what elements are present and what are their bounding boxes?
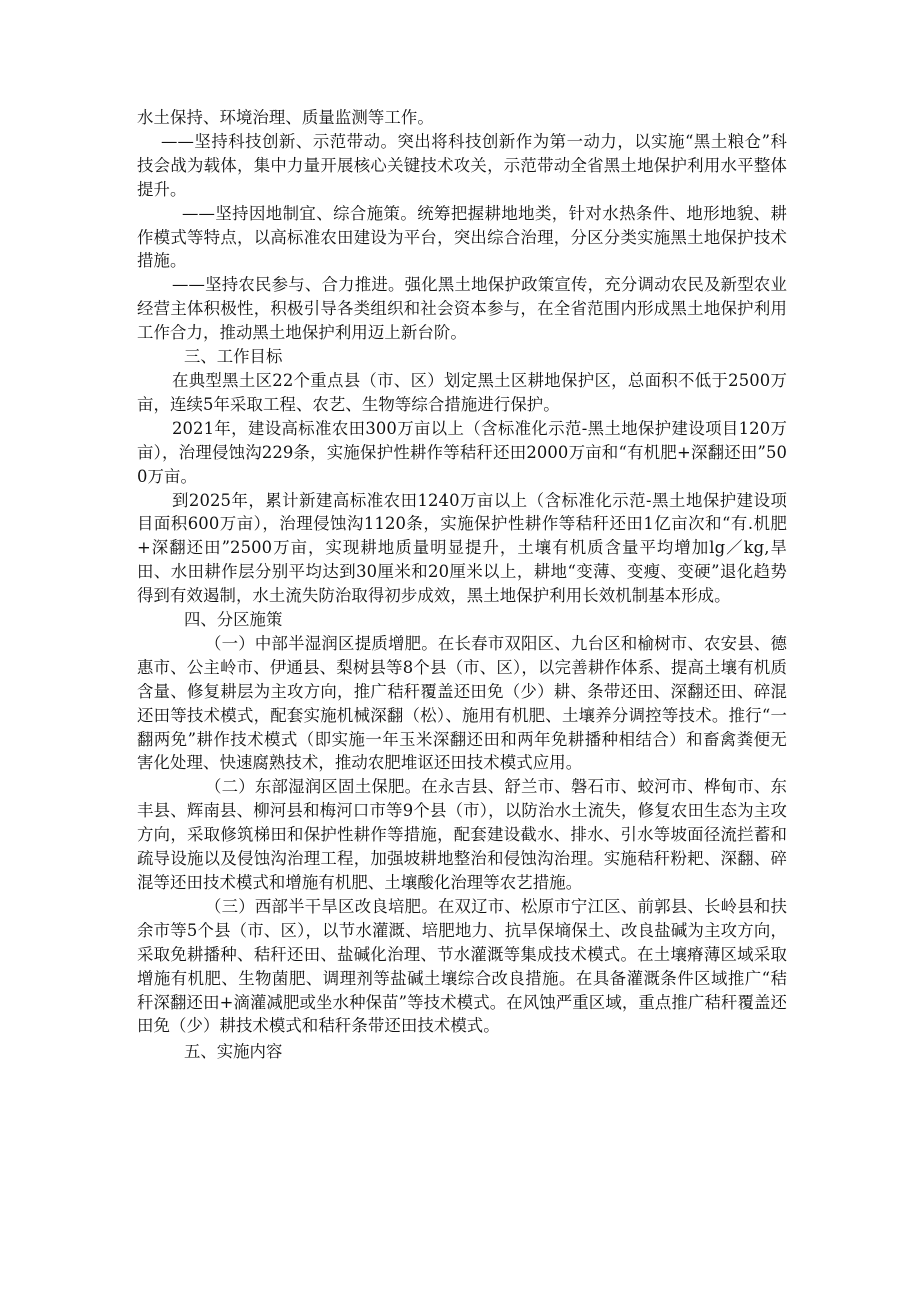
zone-central-semi-humid: （一）中部半湿润区提质增肥。在长春市双阳区、九台区和榆树市、农安县、德惠市、公主岭市、伊通县、梨树县等8个县（市、区），以完善耕作体系、提高土壤有机质含量、修复耕层为主攻方向，推广秸秆覆盖还田免（少）耕、条带还田、深翻还田、碎混还田等技术模式，配套实施机械深翻（松）、施用有机肥、土壤养分调控等技术。推行“一翻两免”耕作技术模式（即实施一年玉米深翻还田和两年免耕播种相结合）和畜禽粪便无害化处理、快速腐熟技术，推动农肥堆讴还田技术模式应用。 (137, 633, 787, 773)
section-heading-work-goals: 三、工作目标 (184, 347, 283, 367)
principle-farmer-participation: ——坚持农民参与、合力推进。强化黑土地保护政策宣传，充分调动农民及新型农业经营主体积极性，积极引导各类组织和社会资本参与，在全省范围内形成黑土地保护利用工作合力，推动黑土地保护利用迈上新台阶。 (137, 275, 787, 343)
document-body (137, 106, 787, 1064)
principle-tech-innovation: ——坚持科技创新、示范带动。突出将科技创新作为第一动力，以实施“黑土粮仓”科技会战为载体，集中力量开展核心关键技术攻关，示范带动全省黑土地保护利用水平整体提升。 (137, 131, 787, 199)
section-heading-implementation: 五、实施内容 (184, 1042, 283, 1062)
section-heading-zoning-policy: 四、分区施策 (184, 610, 283, 630)
principle-local-conditions: ——坚持因地制宜、综合施策。统筹把握耕地地类，针对水热条件、地形地貌、耕作模式等特点，以高标准农田建设为平台，突出综合治理，分区分类实施黑土地保护技术措施。 (137, 203, 787, 271)
goal-2025: 到2025年，累计新建高标准农田1240万亩以上（含标准化示范-黑土地保护建设项目面积600万亩），治理侵蚀沟1120条，实施保护性耕作等秸秆还田1亿亩次和“有.机肥+深翻还田”2500万亩，实现耕地质量明显提升，土壤有机质含量平均增加lg／kg,旱田、水田耕作层分别平均达到30厘米和20厘米以上，耕地“变薄、变瘦、变硬”退化趋势得到有效遏制，水土流失防治取得初步成效，黑土地保护利用长效机制基本形成。 (137, 490, 787, 606)
zone-western-semi-arid: （三）西部半干旱区改良培肥。在双辽市、松原市宁江区、前郭县、长岭县和扶余市等5个县（市、区），以节水灌溉、培肥地力、抗旱保墒保土、改良盐碱为主攻方向，采取免耕播种、秸秆还田、盐碱化治理、节水灌溉等集成技术模式。在土壤瘠薄区域采取增施有机肥、生物菌肥、调理剂等盐碱土壤综合改良措施。在具备灌溉条件区域推广“秸秆深翻还田+滴灌减肥或坐水种保苗”等技术模式。在风蚀严重区域，重点推广秸秆覆盖还田免（少）耕技术模式和秸秆条带还田技术模式。 (137, 896, 787, 1036)
zone-eastern-humid: （二）东部湿润区固土保肥。在永吉县、舒兰市、磐石市、蛟河市、桦甸市、东丰县、辉南县、柳河县和梅河口市等9个县（市），以防治水土流失，修复农田生态为主攻方向，采取修筑梯田和保护性耕作等措施，配套建设截水、排水、引水等坡面径流拦蓄和疏导设施以及侵蚀沟治理工程，加强坡耕地整治和侵蚀沟治理。实施秸秆粉耙、深翻、碎混等还田技术模式和增施有机肥、土壤酸化治理等农艺措施。 (137, 777, 787, 892)
goal-protection-zone: 在典型黑土区22个重点县（市、区）划定黑土区耕地保护区，总面积不低于2500万亩，连续5年采取工程、农艺、生物等综合措施进行保护。 (137, 370, 787, 414)
goal-2021: 2021年，建设高标准农田300万亩以上（含标准化示范-黑土地保护建设项目120万亩），治理侵蚀沟229条，实施保护性耕作等秸秆还田2000万亩和“有机肥+深翻还田”500万亩。 (137, 418, 787, 486)
paragraph-continuation: 水土保持、环境治理、质量监测等工作。 (137, 108, 434, 127)
